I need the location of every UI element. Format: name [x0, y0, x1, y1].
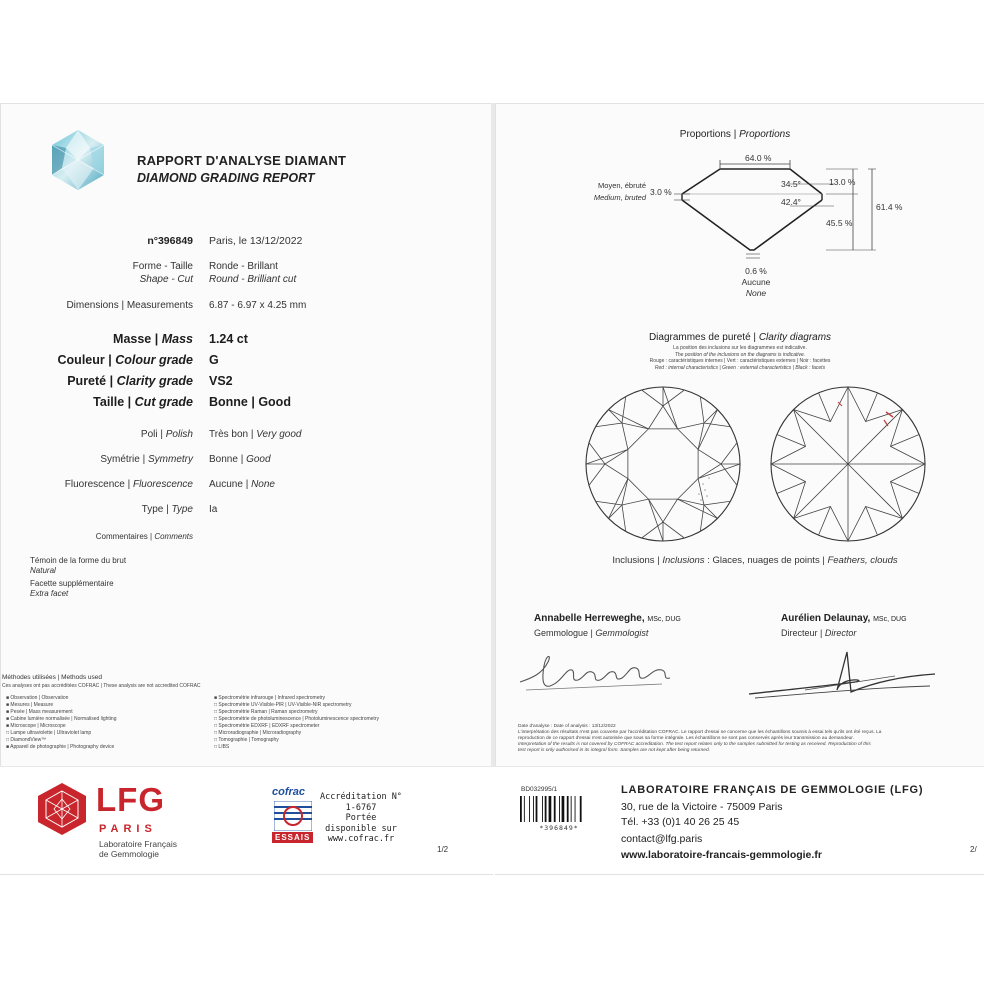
mass-value: 1.24 ct [209, 332, 248, 346]
signatory-1-name: Annabelle Herreweghe, MSc, DUG [534, 613, 681, 624]
method-item: ■ Cabine lumière normalisée | Normalised lighting [6, 716, 117, 722]
culet-percent: 0.6 % [745, 266, 767, 276]
shape-value-en: Round - Brilliant cut [209, 274, 297, 285]
colour-value: G [209, 353, 219, 367]
page-number-left: 1/2 [437, 845, 449, 854]
report-date: Paris, le 13/12/2022 [209, 235, 303, 247]
method-item: ■ Pesée | Mass measurement [6, 709, 73, 715]
diamond-hexagon-logo-icon [46, 128, 110, 192]
culet-fr: Aucune [741, 277, 771, 287]
crown-angle: 34.5° [781, 179, 801, 189]
clarity-label: Pureté | Clarity grade [67, 374, 193, 388]
method-item: □ Lampe ultraviolette | Ultraviolet lamp [6, 730, 92, 736]
cut-label: Taille | Cut grade [93, 395, 193, 409]
proportions-title: Proportions | Proportions [679, 129, 791, 140]
method-item: □ Spectrométrie de photoluminescence | Photoluminescence spectrometry [214, 716, 379, 722]
method-item: □ Microradiographie | Microradiography [214, 730, 302, 736]
page-number-right: 2/ [970, 845, 977, 854]
colour-label: Couleur | Colour grade [57, 353, 193, 367]
report-title-fr: RAPPORT D'ANALYSE DIAMANT [137, 153, 347, 168]
signature-delaunay-icon [745, 646, 945, 706]
barcode-number: *396849* [539, 824, 579, 832]
comment-natural-fr: Témoin de la forme du brut [30, 556, 127, 565]
dimensions-value: 6.87 - 6.97 x 4.25 mm [209, 300, 307, 311]
symmetry-label: Symétrie | Symmetry [100, 454, 193, 465]
girdle-en: Medium, bruted [593, 193, 646, 202]
methods-note: Ces analyses ont pas accréditées COFRAC | These analysis are not accredited COFRAC [2, 683, 201, 689]
methods-right-list [214, 695, 454, 751]
polish-label: Poli | Polish [140, 429, 193, 440]
girdle-fr: Moyen, ébruté [598, 181, 646, 190]
mass-label: Masse | Mass [113, 332, 193, 346]
lfg-lab-name: Laboratoire Français de Gemmologie [99, 839, 177, 859]
signatory-2-role: Directeur | Director [781, 628, 857, 638]
clarity-diagrams-title: Diagrammes de pureté | Clarity diagrams [648, 332, 832, 343]
table-percent: 64.0 % [745, 153, 772, 163]
culet-en: None [745, 288, 767, 298]
comment-natural-en: Natural [30, 566, 56, 575]
method-item: □ Spectrométrie Raman | Raman spectrometry [214, 709, 318, 715]
methods-left-list [6, 695, 206, 751]
clarity-diagram-pavilion [768, 384, 928, 544]
lab-full-name: LABORATOIRE FRANÇAIS DE GEMMOLOGIE (LFG) [621, 784, 924, 796]
lab-address: 30, rue de la Victoire - 75009 Paris [621, 801, 783, 813]
comments-label: Commentaires | Comments [95, 532, 193, 541]
lfg-paris: PARIS [99, 823, 157, 835]
cut-value: Bonne | Good [209, 395, 291, 409]
signatory-2-name: Aurélien Delaunay, MSc, DUG [781, 613, 907, 624]
fluorescence-label: Fluorescence | Fluorescence [64, 479, 193, 490]
report-title-en: DIAMOND GRADING REPORT [137, 171, 315, 185]
method-item: □ Tomographie | Tomography [214, 737, 279, 743]
dimensions-label: Dimensions | Measurements [66, 300, 193, 311]
method-item: □ LIBS [214, 744, 230, 750]
comment-extra-facet-fr: Facette supplémentaire [30, 579, 114, 588]
signatory-1-role: Gemmologue | Gemmologist [534, 628, 649, 638]
clarity-diagram-crown [583, 384, 743, 544]
symmetry-value: Bonne | Good [209, 454, 271, 465]
comment-extra-facet-en: Extra facet [30, 589, 69, 598]
pavilion-angle: 42.4° [781, 197, 801, 207]
type-value: Ia [209, 504, 218, 515]
cofrac-accreditation: Accréditation N° 1-6767 Portée disponible sur www.cofrac.fr [320, 792, 402, 844]
shape-label-en: Shape - Cut [139, 274, 193, 285]
clarity-diagrams-notes: La position des inclusions sur les diagrammes est indicative. The position of the inclusions on the diagrams is indicative. Rouge : caractéristiques internes | Vert : caractéristiques externes | Noir : facettes Red : internal characteristics | Green : external characteristics | Black : facets [649, 345, 831, 371]
cofrac-logo-text: cofrac [272, 786, 306, 798]
lab-website[interactable]: www.laboratoire-francais-gemmologie.fr [621, 849, 822, 861]
shape-value-fr: Ronde - Brillant [209, 261, 278, 272]
method-item: □ Spectrométrie UV-Visible-PIR | UV-Visible-NIR spectrometry [214, 702, 352, 708]
method-item: □ DiamondView™ [6, 737, 47, 743]
method-item: ■ Microscope | Microscope [6, 723, 66, 729]
barcode-reference: BD032995/1 [521, 786, 558, 793]
girdle-percent: 3.0 % [650, 187, 672, 197]
method-item: □ Spectrométrie EDXRF | EDXRF spectrometer [214, 723, 320, 729]
cofrac-mark-icon [274, 801, 312, 831]
shape-label-fr: Forme - Taille [132, 261, 193, 272]
method-item: ■ Observation | Observation [6, 695, 69, 701]
lab-email[interactable]: contact@lfg.paris [621, 833, 703, 845]
fluorescence-value: Aucune | None [209, 479, 275, 490]
methods-title: Méthodes utilisées | Methods used [2, 674, 102, 681]
lfg-hexagon-logo-icon [34, 781, 90, 837]
lab-phone: Tél. +33 (0)1 40 26 25 45 [621, 816, 740, 828]
total-depth: 61.4 % [876, 202, 903, 212]
inclusions-line: Inclusions | Inclusions : Glaces, nuages de points | Feathers, clouds [612, 555, 898, 566]
feather-inclusion-marks [838, 402, 893, 426]
legal-notice: Date d'analyse : Date of analysis : 13/12/2022 L'interprétation des résultats n'est pas couverte par l'accréditation COFRAC. Le rapport d'essai ne concerne que les échantillons soumis à essai tels qu'ils ont été reçus. La reproduction de ce rapport d'essai n'est autorisée que sous sa forme intégrale. Les échantillons ne sont pas conservés après leur transmission au demandeur. Interpretation of the results is not covered by COFRAC accreditation. The test report relates only to the samples submitted for testing as received. Reproduction of this test report is only authorised in its integral form. Samples are not kept after being returned. [518, 724, 882, 753]
report-number: n°396849 [147, 235, 193, 247]
crown-height: 13.0 % [829, 177, 856, 187]
page-fold [491, 103, 495, 873]
barcode-icon [519, 796, 599, 822]
polish-value: Très bon | Very good [209, 429, 302, 440]
pavilion-depth: 45.5 % [826, 218, 853, 228]
method-item: ■ Appareil de photographie | Photography device [6, 744, 115, 750]
lfg-wordmark: LFG [96, 781, 165, 818]
method-item: ■ Mesures | Measure [6, 702, 54, 708]
signature-herreweghe-icon [512, 648, 682, 698]
type-label: Type | Type [141, 504, 193, 515]
clarity-value: VS2 [209, 374, 233, 388]
method-item: ■ Spectrométrie infrarouge | Infrared spectrometry [214, 695, 326, 701]
cofrac-essais: ESSAIS [272, 832, 313, 843]
